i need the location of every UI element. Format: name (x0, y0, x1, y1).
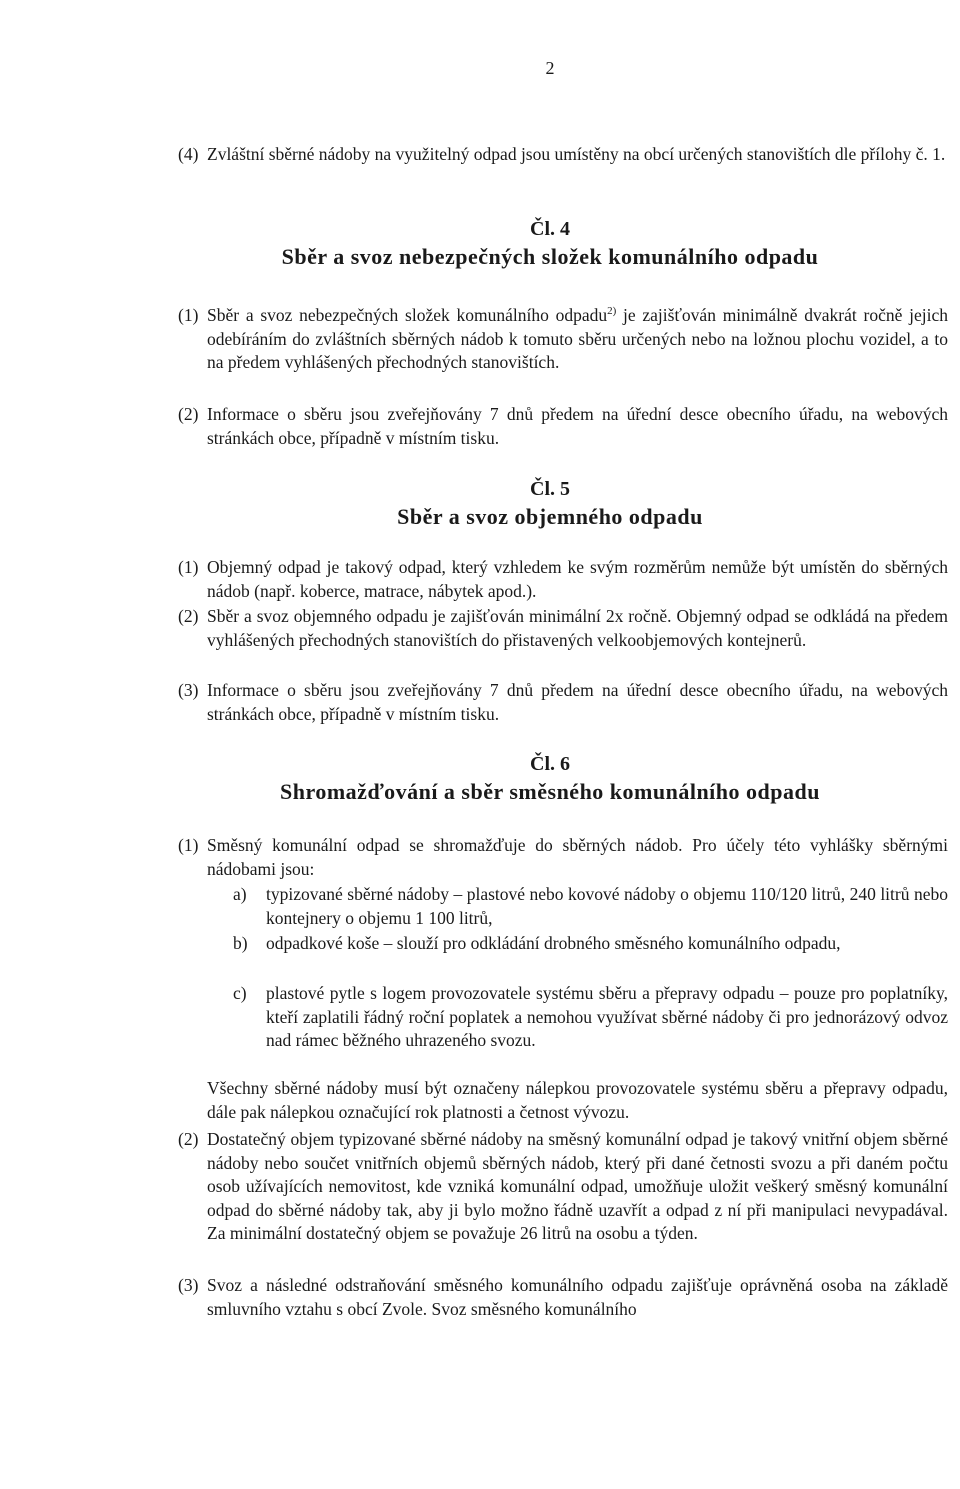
paragraph-number: (2) (178, 606, 199, 626)
paragraph-number: (2) (178, 404, 199, 424)
article-6-paragraph-3 (178, 1274, 948, 1321)
paragraph-text: Informace o sběru jsou zveřejňovány 7 dnů předem na úřední desce obecního úřadu, na webových stránkách obce, případně v místním tisku. (207, 404, 948, 448)
list-text: odpadkové koše – slouží pro odkládání drobného směsného komunálního odpadu, (266, 933, 841, 953)
list-text: typizované sběrné nádoby – plastové nebo kovové nádoby o objemu 110/120 litrů, 240 litrů nebo kontejnery o objemu 1 100 litrů, (266, 884, 948, 928)
paragraph-text: Objemný odpad je takový odpad, který vzhledem ke svým rozměrům nemůže být umístěn do sběrných nádob (např. koberce, matrace, nábytek apod.). (207, 557, 948, 601)
footnote-ref: 2) (607, 305, 617, 318)
paragraph-text-part-b: je zajišťován minimálně dvakrát ročně jejich odebíráním do zvláštních sběrných nádob k tomuto sběru určených nebo na ložnou plochu vozidel, a to na předem vyhlášených přechodných stanovištích. (207, 305, 948, 372)
article-5-heading (0, 476, 960, 532)
article-4-heading (0, 216, 960, 272)
paragraph-number: (1) (178, 305, 199, 325)
article-6-paragraph-2 (178, 1128, 948, 1246)
article-4-paragraph-1 (178, 304, 948, 375)
list-item-a (233, 883, 948, 930)
list-letter: a) (233, 884, 247, 904)
paragraph-text: Informace o sběru jsou zveřejňovány 7 dnů předem na úřední desce obecního úřadu, na webových stránkách obce, případně v místním tisku. (207, 680, 948, 724)
article-5-label: Čl. 5 (530, 478, 570, 500)
paragraph-text: Svoz a následné odstraňování směsného komunálního odpadu zajišťuje oprávněná osoba na základě smluvního vztahu s obcí Zvole. Svoz směsného komunálního (207, 1275, 948, 1319)
paragraph-text (207, 304, 948, 375)
paragraph-number: (3) (178, 680, 199, 700)
article-5-paragraph-2 (178, 605, 948, 652)
article-6-paragraph-1 (178, 834, 948, 881)
list-item-b (233, 932, 948, 956)
paragraph-text: Směsný komunální odpad se shromažďuje do sběrných nádob. Pro účely této vyhlášky sběrnými nádobami jsou: (207, 835, 948, 879)
article-6-title: Shromažďování a sběr směsného komunálního odpadu (280, 779, 820, 804)
list-item-c (233, 982, 948, 1053)
list-letter: c) (233, 983, 247, 1003)
paragraph-text: Zvláštní sběrné nádoby na využitelný odpad jsou umístěny na obcí určených stanovištích dle přílohy č. 1. (207, 144, 946, 164)
paragraph-4 (178, 143, 948, 167)
paragraph-text: Sběr a svoz objemného odpadu je zajišťován minimální 2x ročně. Objemný odpad se odkládá na předem vyhlášených přechodných stanovištích do přistavených velkoobjemových kontejnerů. (207, 606, 948, 650)
article-6-heading (0, 751, 960, 807)
paragraph-text: Dostatečný objem typizované sběrné nádoby na směsný komunální odpad je takový vnitřní objem sběrné nádoby nebo součet vnitřních objemů sběrných nádob, který při dané četnosti svozu a při daném počtu osob užívajících nemovitost, kde vzniká komunální odpad, umožňuje uložit veškerý směsný komunální odpad do sběrné nádoby tak, aby ji bylo možno řádně uzavřít a odpad z ní při manipulaci nevypadával. Za minimální dostatečný objem se považuje 26 litrů na osobu a týden. (207, 1129, 948, 1243)
page-number: 2 (545, 58, 555, 78)
article-5-paragraph-3 (178, 679, 948, 726)
article-4-label: Čl. 4 (530, 218, 570, 240)
paragraph-number: (4) (178, 144, 199, 164)
paragraph-text-part-a: Sběr a svoz nebezpečných složek komunálního odpadu (207, 305, 608, 325)
paragraph-number: (1) (178, 835, 199, 855)
article-4-paragraph-2 (178, 403, 948, 450)
article-4-title: Sběr a svoz nebezpečných složek komunálního odpadu (281, 244, 819, 269)
list-letter: b) (233, 933, 248, 953)
article-5-title: Sběr a svoz objemného odpadu (397, 504, 703, 529)
article-6-paragraph-1-continuation: Všechny sběrné nádoby musí být označeny nálepkou provozovatele systému sběru a přepravy odpadu, dále pak nálepkou označující rok platnosti a četnost vývozu. (207, 1078, 948, 1122)
paragraph-number: (2) (178, 1129, 199, 1149)
article-5-paragraph-1 (178, 556, 948, 603)
list-text: plastové pytle s logem provozovatele systému sběru a přepravy odpadu – pouze pro poplatníky, kteří zaplatili řádný roční poplatek a nemohou využívat sběrné nádoby či pro jednorázový odvoz nad rámec běžného uhrazeného svozu. (266, 983, 948, 1050)
article-6-label: Čl. 6 (530, 753, 570, 775)
paragraph-number: (1) (178, 557, 199, 577)
paragraph-number: (3) (178, 1275, 199, 1295)
